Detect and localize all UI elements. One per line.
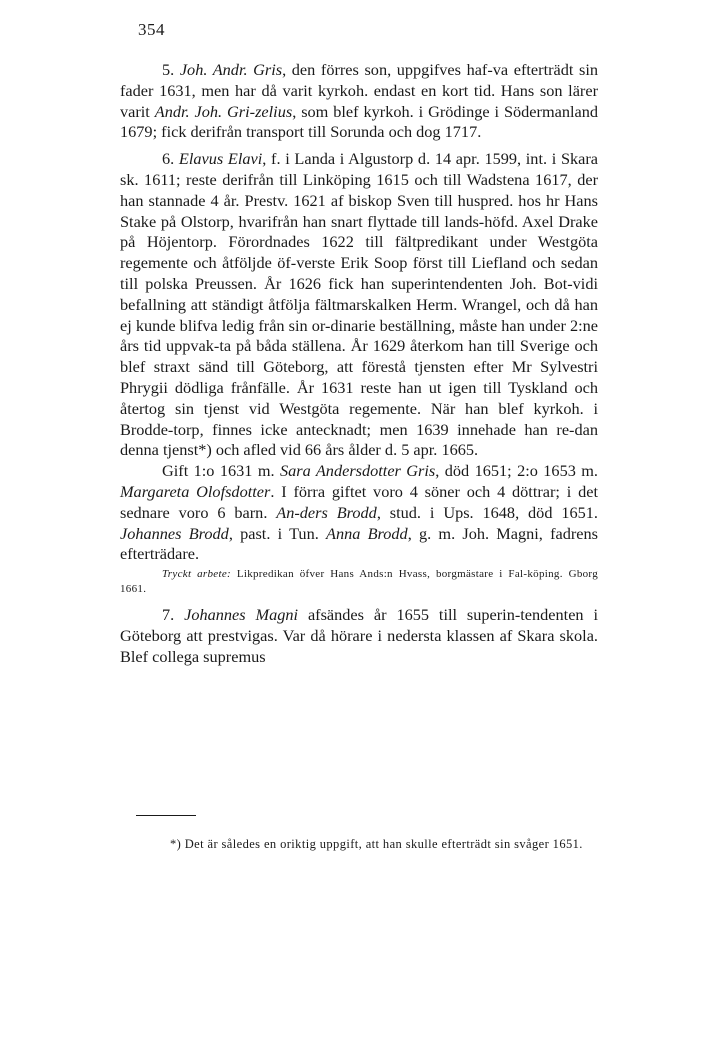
person-name: Andr. Joh. Gri-zelius <box>154 101 293 121</box>
entry-text: , död 1651; 2:o 1653 m. <box>435 461 598 481</box>
entry-text: , den förres son, uppgifves haf-va efterträdt sin fader 1631, men har då varit kyrkoh. endast en kort tid. Hans son lärer varit <box>120 60 599 121</box>
entry-text: , past. i Tun. <box>228 523 327 543</box>
footnote-divider <box>136 815 196 816</box>
entry-number: 5. <box>162 60 180 79</box>
main-text <box>120 60 598 668</box>
marriage-paragraph <box>120 461 598 565</box>
entry-text: , som blef kyrkoh. i Grödinge i Södermanland 1679; fick derifrån transport till Sorunda och dog 1717. <box>120 101 599 142</box>
person-name: Margareta Olofsdotter <box>120 481 271 501</box>
entry-6 <box>120 149 598 461</box>
entry-text: Gift 1:o 1631 m. <box>162 461 280 481</box>
printed-work-note <box>120 567 598 597</box>
person-name: Elavus Elavi <box>178 149 263 169</box>
person-name: Anna Brodd <box>326 523 408 543</box>
person-name: An-ders Brodd <box>276 502 377 522</box>
entry-text: afsändes år 1655 till superin-tendenten i Göteborg att prestvigas. Var då hörare i nedersta klassen af Skara skola. Blef collega supremus <box>120 605 598 666</box>
note-text: Likpredikan öfver Hans Ands:n Hvass, borgmästare i Fal-köping. Gborg 1661. <box>120 568 598 596</box>
entry-text: , f. i Landa i Algustorp d. 14 apr. 1599, int. i Skara sk. 1611; reste derifrån till Linköping 1615 och till Wadstena 1617, der han stannade 4 år. Prestv. 1621 af biskop Sven till huspred. hos hr Hans Stake på Olstorp, hvarifrån han snart flyttade till lands-höfd. Axel Drake på Höjentorp. Förordnades 1622 till fältpredikant under Westgöta regemente och åtföljde öf-verste Erik Soop först till Liefland och sedan till polska Preussen. År 1626 fick han superintendenten Joh. Bot-vidi befallning att ständigt åtfölja fältmarskalken Herm. Wrangel, och då han ej kunde blifva ledig från sin or-dinarie beställning, måste han under 2:ne års tid uppvak-ta på båda ställena. År 1629 återkom han till Sverige och blef straxt sänd till Göteborg, att förestå tjensten efter Mr Sylvestri Phrygii dödliga frånfälle. År 1631 reste han ut igen till Tyskland och återtog sin tjenst vid Westgöta regemente. När han blef kyrkoh. i Brodde-torp, finnes icke antecknadt; men 1639 innehade han re-dan denna tjenst*) och afled vid 66 års ålder d. 5 apr. 1665. <box>120 149 599 460</box>
person-name: Johannes Brodd <box>120 523 229 543</box>
person-name: Johannes Magni <box>184 605 299 625</box>
entry-7 <box>120 605 598 667</box>
note-label: Tryckt arbete: <box>162 568 231 581</box>
entry-text: , g. m. Joh. Magni, fadrens efterträdare. <box>120 523 598 564</box>
footnote: *) Det är således en oriktig uppgift, att han skulle efterträdt sin svåger 1651. <box>170 836 583 851</box>
page-number: 354 <box>138 20 165 39</box>
entry-number: 6. <box>162 149 179 169</box>
person-name: Sara Andersdotter Gris <box>279 461 436 481</box>
person-name: Joh. Andr. Gris <box>179 60 283 79</box>
entry-text: . I förra giftet voro 4 söner och 4 döttrar; i det sednare voro 6 barn. <box>120 481 598 522</box>
entry-number: 7. <box>162 605 185 625</box>
entry-text: , stud. i Ups. 1648, död 1651. <box>376 502 598 522</box>
entry-5 <box>120 60 598 143</box>
